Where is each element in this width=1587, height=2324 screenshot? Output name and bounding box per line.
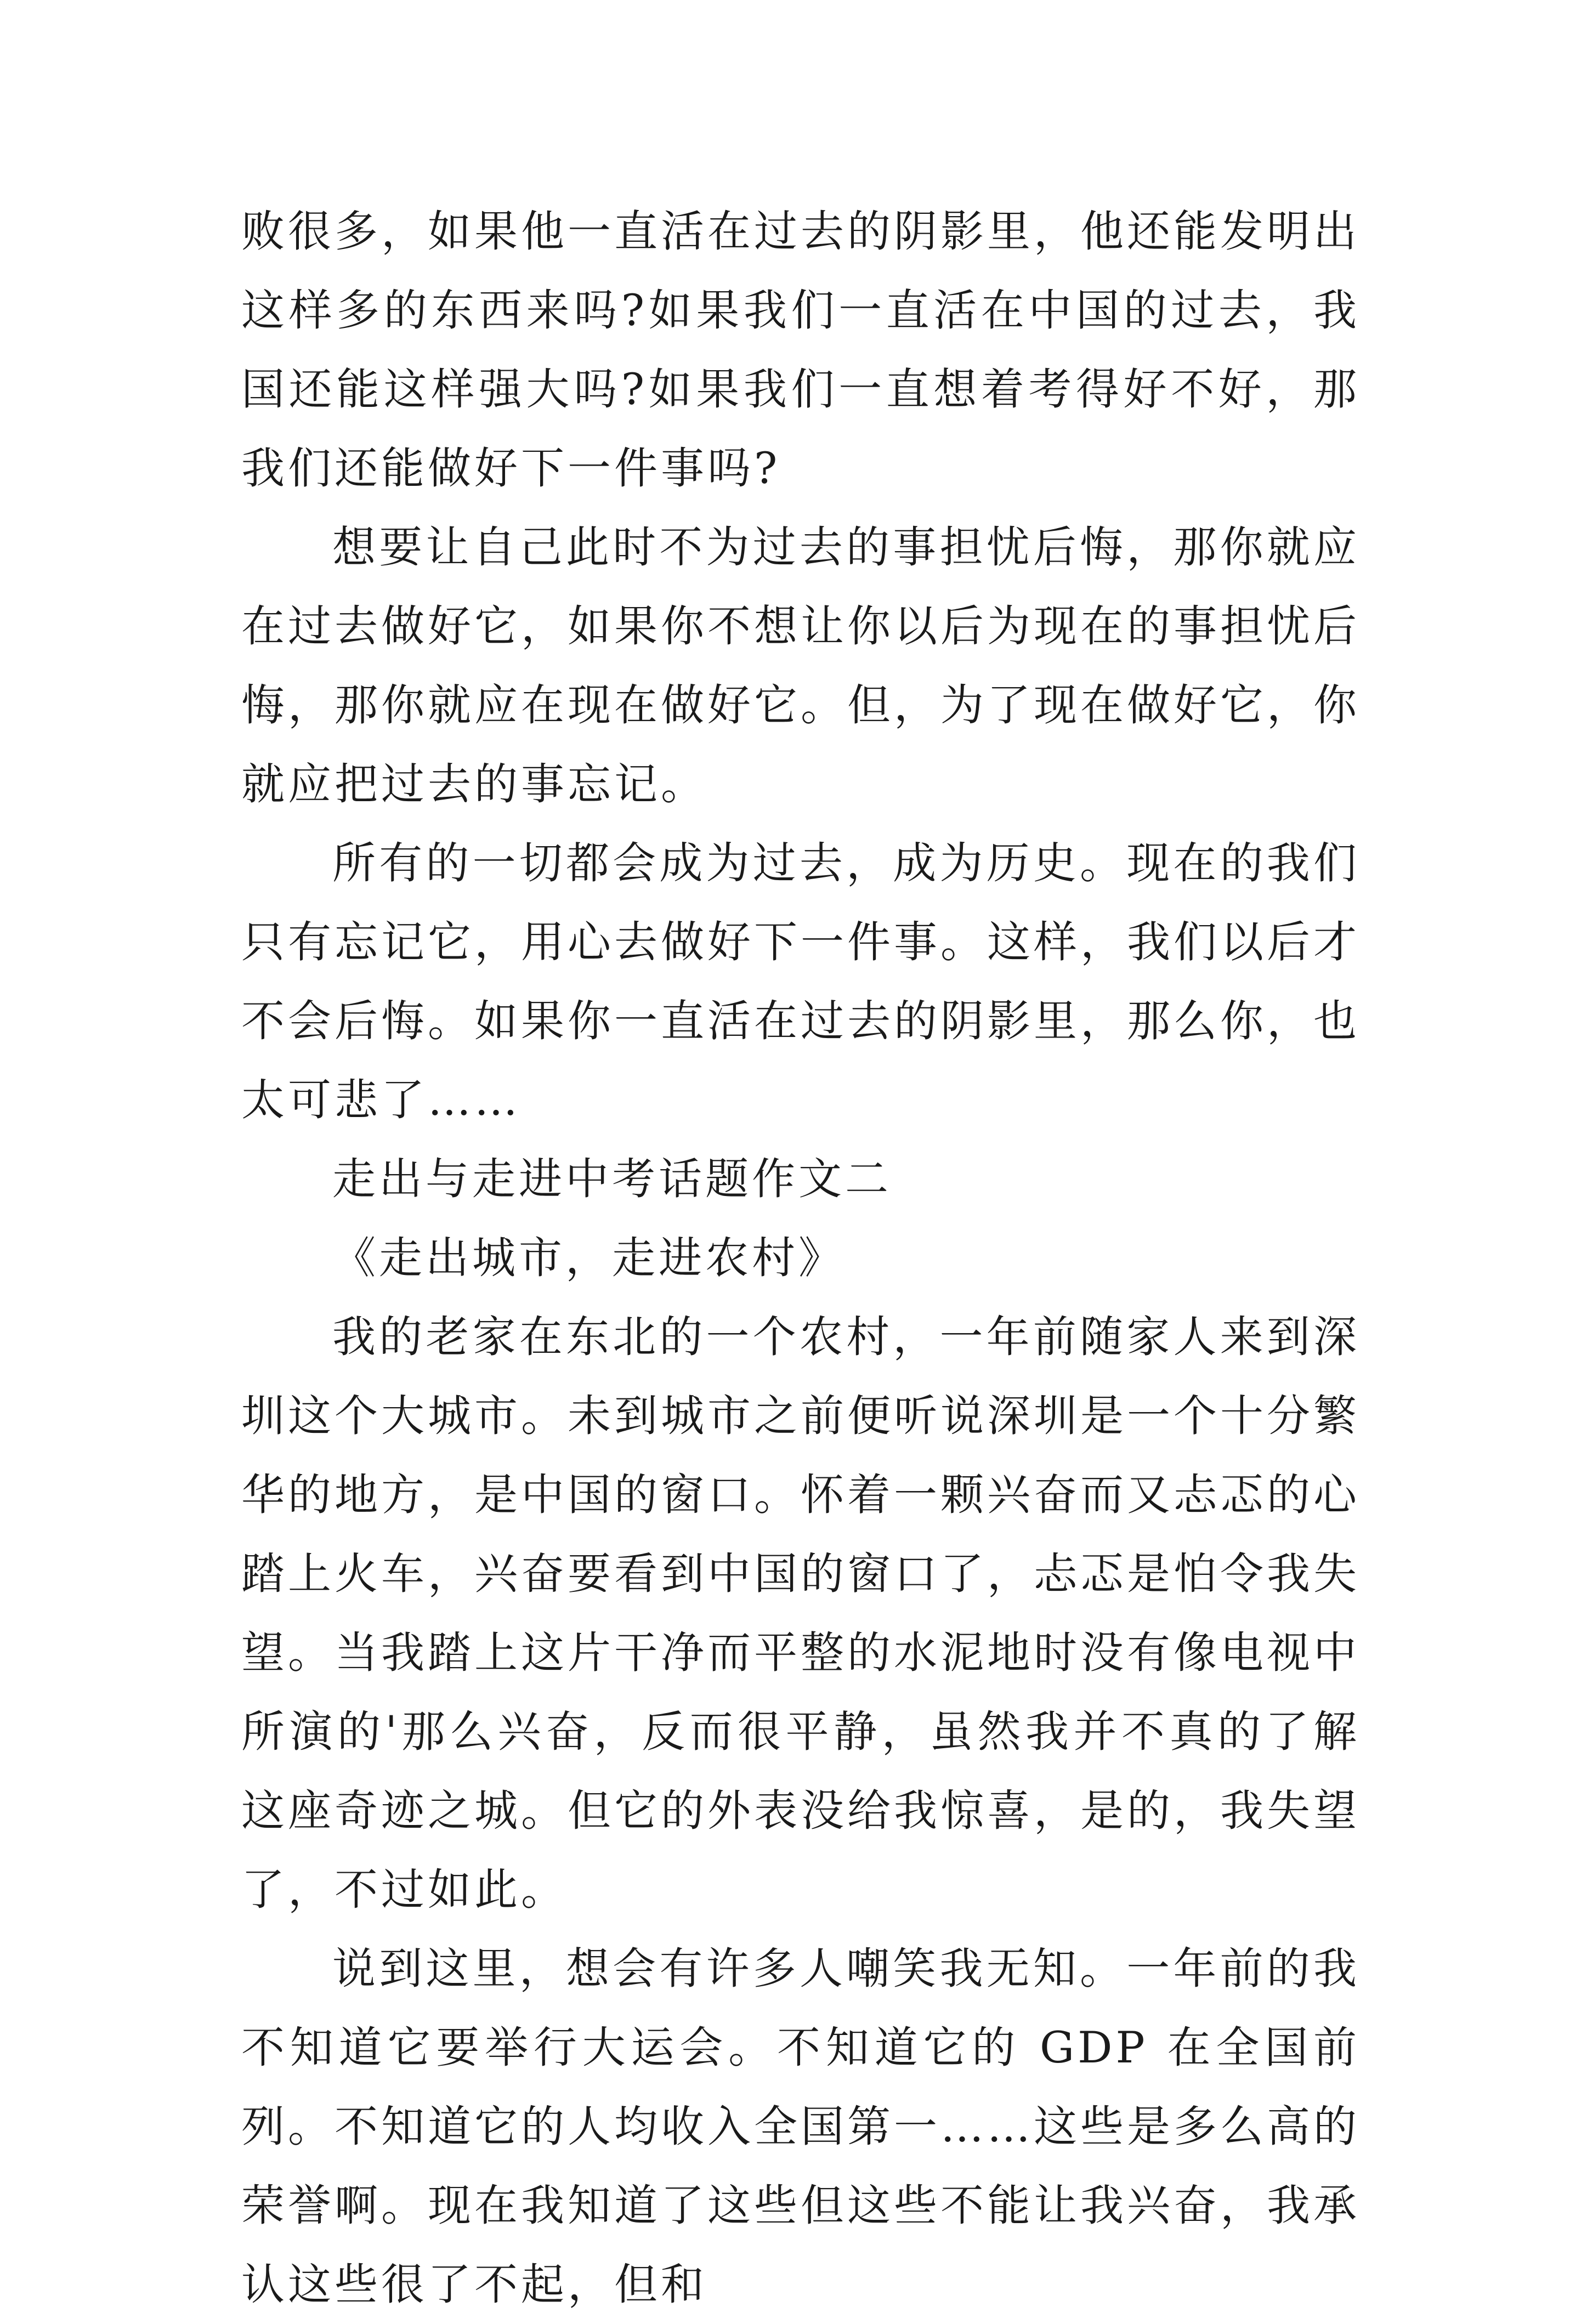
paragraph: 我的老家在东北的一个农村，一年前随家人来到深圳这个大城市。未到城市之前便听说深圳是一个十分繁华的地方，是中国的窗口。怀着一颗兴奋而又忐忑的心踏上火车，兴奋要看到中国的窗口了，忐忑是怕令我失望。当我踏上这片干净而平整的水泥地时没有像电视中所演的'那么兴奋，反而很平静，虽然我并不真的了解这座奇迹之城。但它的外表没给我惊喜，是的，我失望了，不过如此。	[241, 1312, 1360, 1915]
paragraph: 败很多，如果他一直活在过去的阴影里，他还能发明出这样多的东西来吗?如果我们一直活在中国的过去，我国还能这样强大吗?如果我们一直想着考得好不好，那我们还能做好下一件事吗?	[241, 206, 1360, 494]
essay-title: 《走出城市，走进农村》	[332, 1233, 845, 1283]
document-body	[241, 192, 1360, 2324]
section-heading: 走出与走进中考话题作文二	[332, 1154, 892, 1204]
paragraph: 说到这里，想会有许多人嘲笑我无知。一年前的我不知道它要举行大运会。不知道它的 GDP 在全国前列。不知道它的人均收入全国第一……这些是多么高的荣誉啊。现在我知道了这些但这些不能让我兴奋，我承认这些很了不起，但和	[241, 1943, 1360, 2310]
paragraph: 所有的一切都会成为过去，成为历史。现在的我们只有忘记它，用心去做好下一件事。这样，我们以后才不会后悔。如果你一直活在过去的阴影里，那么你，也太可悲了……	[241, 838, 1360, 1125]
paragraph: 想要让自己此时不为过去的事担忧后悔，那你就应在过去做好它，如果你不想让你以后为现在的事担忧后悔，那你就应在现在做好它。但，为了现在做好它，你就应把过去的事忘记。	[241, 522, 1360, 809]
